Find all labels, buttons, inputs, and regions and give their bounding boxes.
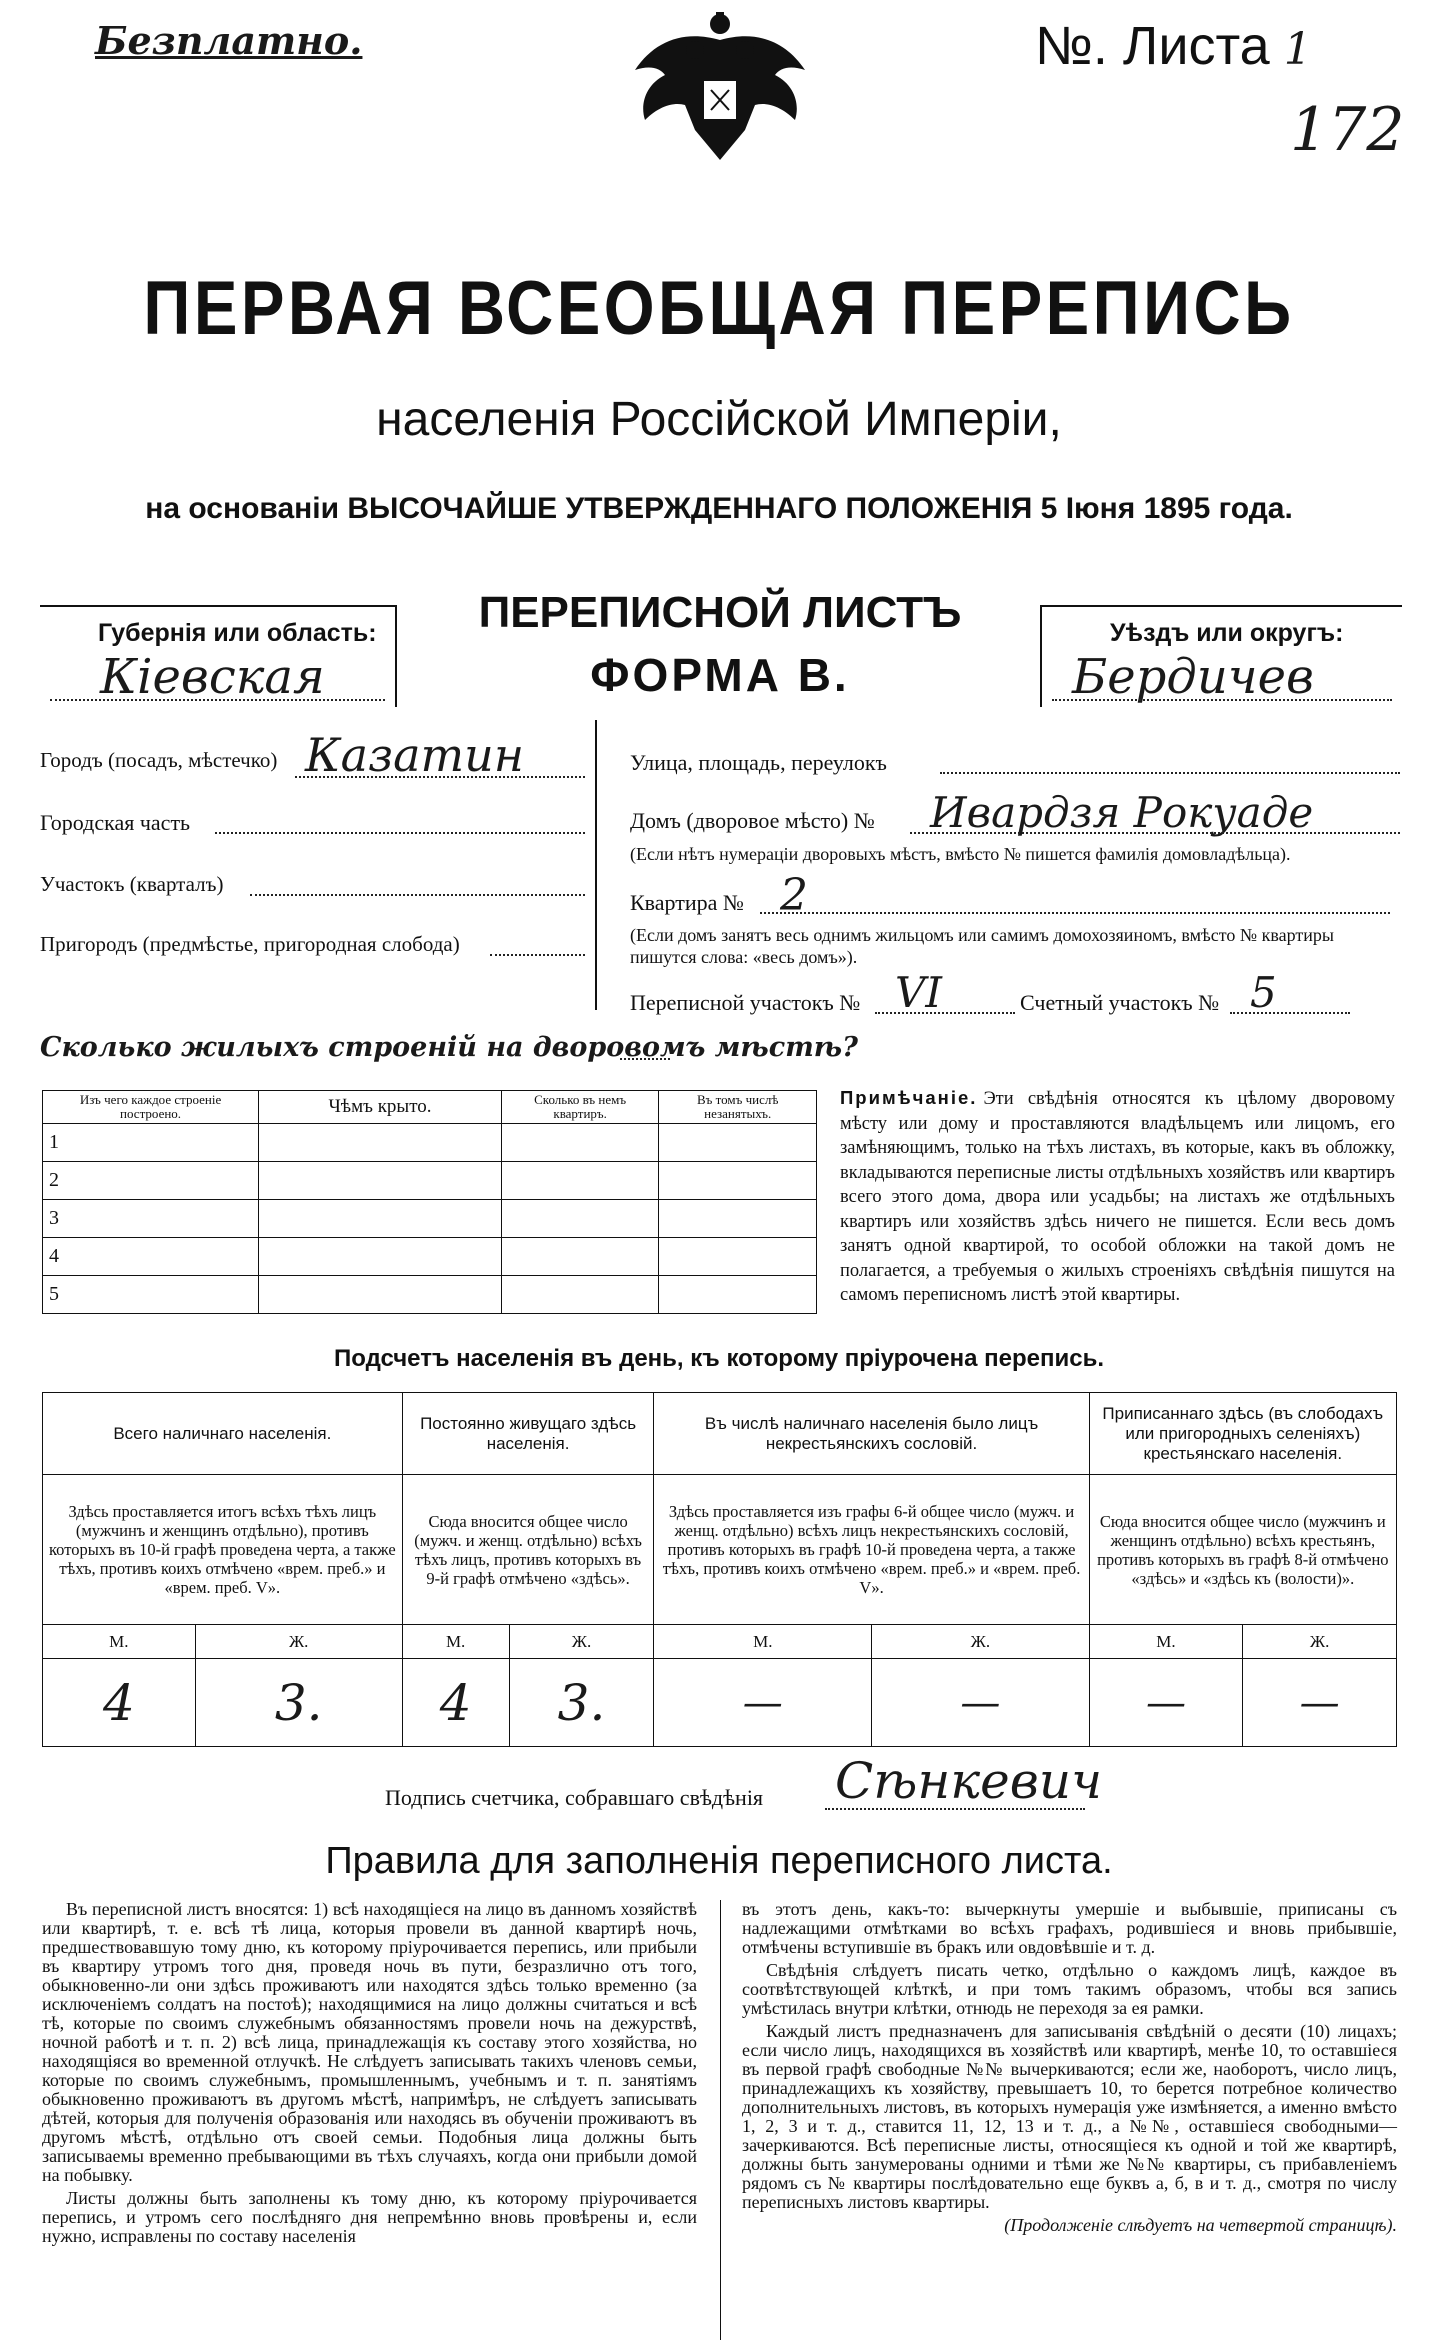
note-title: Примѣчаніе. (840, 1087, 978, 1108)
cell (259, 1200, 502, 1238)
row-number: 3 (43, 1200, 259, 1238)
sex-label: Ж. (509, 1625, 654, 1659)
count-col-total: Всего наличнаго населенія. (43, 1393, 403, 1475)
table-row (43, 1276, 817, 1314)
cell (259, 1276, 502, 1314)
row-number: 5 (43, 1276, 259, 1314)
count-value: — (654, 1659, 872, 1747)
count-value: — (1243, 1659, 1397, 1747)
note-text: Эти свѣдѣнія относятся къ цѣлому дворовому мѣсту или дому и проставляются владѣльцемъ или лицомъ, его замѣняющимъ, только на тѣхъ листахъ, въ которые, какъ въ обложку, вкладываются переписные листы отдѣльныхъ хозяйствъ или квартиръ всего этого дома, двора или усадьбы; на листахъ же отдѣльныхъ квартиръ или хозяйствъ здѣсь ничего не пишется. Если весь домъ занятъ одной квартирой, то особой обложки на такой домъ не полагается, а требуемыя о жилыхъ строеніяхъ свѣдѣнія пишутся на самомъ переписномъ листѣ этой квартиры. (840, 1089, 1395, 1305)
city-value: Казатин (305, 728, 525, 782)
address-left-block (40, 720, 597, 1010)
count-desc-row (43, 1475, 1397, 1625)
rules-paragraph: Каждый листъ предназначенъ для записыванія свѣдѣній о десяти (10) лицахъ; если число лицъ, находящихся въ хозяйствѣ или квартирѣ, менѣе 10, то оставшіеся въ первой графѣ свободные №№ вычеркиваются; если же, наоборотъ, число лицъ, принадлежащихъ къ хозяйству, превышаетъ 10, то берется потребное количество дополнительныхъ листовъ, въ которыхъ нумерація уже измѣняется, а именно вмѣсто 1, 2, 3 и т. д., ставится 11, 12, 13 и т. д., а №№, оставшіеся свободными—зачеркиваются. Всѣ переписные листы, относящіеся къ одной и той же квартирѣ, должны быть занумерованы одними и тѣми же №№ квартиры, съ прибавленіемъ рядомъ съ № квартиры послѣдовательно еще буквъ а, б, в и т. д., смотря по числу переписныхъ листовъ квартиры. (742, 2021, 1397, 2212)
uezd-line (1052, 699, 1392, 701)
count-value: — (1089, 1659, 1243, 1747)
table-row (43, 1200, 817, 1238)
cell (659, 1162, 817, 1200)
cell (501, 1200, 659, 1238)
district-line (250, 894, 585, 896)
street-label: Улица, площадь, переулокъ (630, 750, 887, 775)
count-col-permanent: Постоянно живущаго здѣсь населенія. (402, 1393, 654, 1475)
house-label: Домъ (дворовое мѣсто) № (630, 808, 875, 833)
cell (659, 1276, 817, 1314)
district-label: Участокъ (кварталъ) (40, 872, 224, 896)
rules-divider (720, 1900, 721, 2340)
signature-value: Сѣнкевич (835, 1752, 1103, 1810)
buildings-table (42, 1090, 817, 1314)
buildings-col-roof: Чѣмъ крыто. (259, 1091, 502, 1124)
buildings-question: Сколько жилыхъ строеній на дворовомъ мѣстѣ? (40, 1032, 858, 1063)
count-value: 4 (402, 1659, 509, 1747)
table-row (43, 1124, 817, 1162)
census-area-label: Переписной участокъ № (630, 990, 861, 1015)
census-area-line (875, 1012, 1015, 1014)
sex-label: М. (402, 1625, 509, 1659)
rules-paragraph: Въ переписной листъ вносятся: 1) всѣ находящіеся на лицо въ данномъ хозяйствѣ или квартирѣ, т. е. всѣ тѣ лица, которыя провели въ данной квартирѣ ночь, предшествовавшую тому дню, къ которому пріурочивается перепись, или прибыли въ квартиру утромъ того дня, проведя ночь въ пути, безразлично отъ того, обыкновенно-ли они здѣсь проживаютъ или находятся здѣсь только временно (за исключеніемъ солдатъ на постоѣ); находящимися на лицо должны считаться и всѣ тѣ, которые по своимъ служебнымъ обязанностямъ провели ночь на дежурствѣ, ночной работѣ и т. п. 2) всѣ лица, принадлежащія къ составу этого хозяйства, но находящіяся во временной отлучкѣ. Не слѣдуетъ записывать такихъ членовъ семьи, которые по своимъ служебнымъ, промышленнымъ, учебнымъ и т. п. занятіямъ обыкновенно проживаютъ въ другомъ мѣстѣ, напримѣръ, не слѣдуетъ записывать дѣтей, которыя для полученія образованія или находясь въ обученіи проживаютъ въ другомъ мѣстѣ, отдѣльно отъ своей семьи. Подобныя лица должны быть записываемы временно пребывающими въ тѣхъ случаяхъ, когда они прибыли домой на побывку. (42, 1899, 697, 2185)
form-title: ФОРМА В. (590, 649, 850, 701)
rules-paragraph: Листы должны быть заполнены къ тому дню, къ которому пріурочивается перепись, и утромъ сего послѣдняго дня непремѣнно вновь провѣрены и, если нужно, исправлены по составу населенія (42, 2188, 697, 2246)
sex-label: Ж. (195, 1625, 402, 1659)
address-right-block (630, 740, 1400, 1030)
rules-title: Правила для заполненія переписного листа. (325, 1840, 1113, 1882)
cell (259, 1124, 502, 1162)
buildings-table-header (43, 1091, 817, 1124)
apt-note: (Если домъ занятъ весь однимъ жильцомъ или самимъ домохозяиномъ, вмѣсто № квартиры пишутся слова: «весь домъ»). (630, 925, 1334, 967)
row-number: 1 (43, 1124, 259, 1162)
buildings-col-material: Изъ чего каждое строеніе построено. (43, 1091, 259, 1124)
cell (259, 1238, 502, 1276)
cell (501, 1162, 659, 1200)
count-value: — (872, 1659, 1090, 1747)
count-col-peasant: Приписаннаго здѣсь (въ слободахъ или пригородныхъ селеніяхъ) крестьянскаго населенія. (1089, 1393, 1396, 1475)
buildings-col-apartments: Сколько въ немъ квартиръ. (501, 1091, 659, 1124)
count-desc-non-peasant: Здѣсь проставляется изъ графы 6-й общее число (мужч. и женщ. отдѣльно) всѣхъ лицъ некрестьянскихъ сословій, противъ которыхъ въ графѣ 10-й проведена черта, а также тѣхъ, противъ коихъ отмѣчено «врем. преб.» и «врем. преб. V». (654, 1475, 1089, 1625)
gubernia-box (40, 605, 397, 707)
count-title: Подсчетъ населенія въ день, къ которому пріурочена перепись. (334, 1345, 1104, 1372)
city-label: Городъ (посадъ, мѣстечко) (40, 748, 278, 772)
street-line (940, 772, 1400, 774)
count-desc-total: Здѣсь проставляется итогъ всѣхъ тѣхъ лицъ (мужчинъ и женщинъ отдѣльно), противъ которыхъ въ 10-й графѣ проведена черта, а также тѣхъ, противъ коихъ отмѣчено «врем. преб.» и «врем. преб. V». (43, 1475, 403, 1625)
count-area-line (1230, 1012, 1350, 1014)
suburb-line (490, 954, 585, 956)
count-header-row (43, 1393, 1397, 1475)
cell (501, 1238, 659, 1276)
city-row (40, 748, 277, 773)
census-main-title: ПЕРВАЯ ВСЕОБЩАЯ ПЕРЕПИСЬ (143, 266, 1295, 351)
census-basis-line: на основаніи ВЫСОЧАЙШЕ УТВЕРЖДЕННАГО ПОЛОЖЕНІЯ 5 Іюня 1895 года. (145, 492, 1293, 525)
count-col-non-peasant: Въ числѣ наличнаго населенія было лицъ некрестьянскихъ сословій. (654, 1393, 1089, 1475)
count-sex-row (43, 1625, 1397, 1659)
apt-value: 2 (780, 870, 808, 921)
signature-label: Подпись счетчика, собравшаго свѣдѣнія (385, 1785, 764, 1810)
sex-label: Ж. (872, 1625, 1090, 1659)
city-part-line (215, 832, 585, 834)
city-part-label: Городская часть (40, 810, 191, 835)
note-block (840, 1086, 1395, 1308)
house-note: (Если нѣтъ нумераціи дворовыхъ мѣстъ, вмѣсто № пишется фамилія домовладѣльца). (630, 844, 1291, 864)
rules-left-column (42, 1900, 697, 2250)
table-row (43, 1162, 817, 1200)
count-value: 3. (195, 1659, 402, 1747)
apt-label: Квартира № (630, 890, 744, 915)
gubernia-line (50, 699, 385, 701)
cell (659, 1238, 817, 1276)
rules-right-column (742, 1900, 1397, 2239)
uezd-box (1040, 605, 1402, 707)
uezd-label: Уѣздъ или округъ: (1110, 619, 1344, 647)
census-subtitle: населенія Россійской Имперіи, (376, 393, 1062, 446)
count-desc-peasant: Сюда вносится общее число (мужчинъ и женщинъ отдѣльно) всѣхъ крестьянъ, противъ которыхъ въ графѣ 8-й отмѣчено «здѣсь» и «здѣсь къ (волости)». (1089, 1475, 1396, 1625)
sheet-number (1035, 15, 1312, 77)
gubernia-value: Кіевская (100, 649, 325, 705)
count-values-row (43, 1659, 1397, 1747)
rules-paragraph: Свѣдѣнія слѣдуетъ писать четко, отдѣльно о каждомъ лицѣ, каждое въ соотвѣтствующей клѣткѣ, и при томъ такимъ образомъ, чтобы вся запись умѣстилась внутри клѣтки, отнюдь не переходя за ея рамки. (742, 1960, 1397, 2018)
sheet-number-value: 1 (1283, 24, 1312, 75)
rules-continued: (Продолженіе слѣдуетъ на четвертой страницѣ). (1004, 2215, 1397, 2235)
rules-paragraph: въ этотъ день, какъ-то: вычеркнуты умершіе и выбывшіе, приписаны съ надлежащими отмѣтками во всѣхъ графахъ, родившіеся и вновь прибывшіе, отмѣчены вступившіе въ бракъ или овдовѣвшіе и т. д. (742, 1899, 1397, 1957)
city-line (295, 776, 585, 778)
population-count-table (42, 1392, 1397, 1747)
sheet-handwritten-number: 172 (1290, 95, 1405, 165)
imperial-eagle-emblem (615, 10, 825, 170)
cell (659, 1124, 817, 1162)
cell (259, 1162, 502, 1200)
count-area-value: 5 (1250, 968, 1277, 1017)
sex-label: М. (654, 1625, 872, 1659)
house-line (910, 832, 1400, 834)
count-value: 3. (509, 1659, 654, 1747)
buildings-question-line (620, 1058, 670, 1060)
count-value: 4 (43, 1659, 196, 1747)
suburb-label: Пригородъ (предмѣстье, пригородная слобода) (40, 932, 460, 956)
apt-line (760, 912, 1390, 914)
cell (501, 1276, 659, 1314)
sex-label: М. (43, 1625, 196, 1659)
table-row (43, 1238, 817, 1276)
sex-label: Ж. (1243, 1625, 1397, 1659)
row-number: 2 (43, 1162, 259, 1200)
free-label: Безплатно. (95, 18, 363, 63)
cell (501, 1124, 659, 1162)
buildings-col-vacant: Въ томъ числѣ незанятыхъ. (659, 1091, 817, 1124)
row-number: 4 (43, 1238, 259, 1276)
house-value: Ивардзя Рокуаде (930, 788, 1314, 837)
gubernia-label: Губернія или область: (98, 619, 377, 647)
sheet-number-label: №. Листа (1035, 16, 1270, 76)
cell (659, 1200, 817, 1238)
count-desc-permanent: Сюда вносится общее число (мужч. и женщ. отдѣльно) всѣхъ тѣхъ лицъ, противъ которыхъ въ 9-й графѣ отмѣчено «здѣсь». (402, 1475, 654, 1625)
uezd-value: Бердичев (1072, 649, 1314, 705)
count-area-label: Счетный участокъ № (1020, 990, 1220, 1015)
census-sheet-title: ПЕРЕПИСНОЙ ЛИСТЪ (478, 588, 962, 637)
sex-label: М. (1089, 1625, 1243, 1659)
census-area-value: VI (895, 968, 942, 1017)
